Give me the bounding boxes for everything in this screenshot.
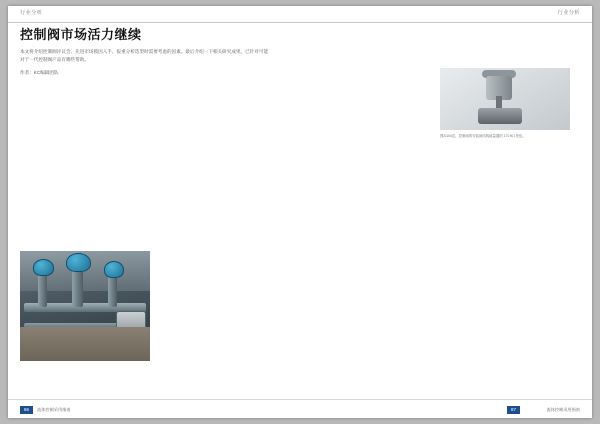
header-left-label: 行业分析 <box>20 10 43 16</box>
footer-text-left: 流体控制采用指南 <box>37 407 71 412</box>
photo-vertical-pipe <box>108 273 117 307</box>
magazine-page <box>8 6 592 418</box>
page-number-left: 86 <box>20 406 33 414</box>
page-footer <box>8 399 592 418</box>
figure-caption: 图2/104页，控制阀的安装阀结构能量器的 170 ft口差化。 <box>440 134 526 138</box>
page-number-right: 87 <box>507 406 520 414</box>
page-title: 控制阀市场活力继续 <box>20 27 142 42</box>
page-header <box>8 6 592 23</box>
article-author: 作者：KC编辑团队 <box>20 69 59 75</box>
photo-actuator <box>33 259 54 276</box>
plant-photo <box>20 251 150 361</box>
photo-floor <box>20 327 150 361</box>
column-3 <box>300 68 430 75</box>
photo-actuator <box>66 253 91 272</box>
column-2 <box>160 68 290 72</box>
valve-figure <box>440 68 570 130</box>
column-1 <box>20 68 150 72</box>
photo-actuator <box>104 261 124 278</box>
photo-vertical-pipe <box>38 271 47 307</box>
article-byline: 本文将介绍控制阀评议会、先进市场模因入手、报重分析选型时需要考虑的因素。最后介绍一下相关研究成果，已针对可能对于一代控制阀产品有哪些帮助。 <box>20 49 269 62</box>
column-4 <box>440 156 570 163</box>
footer-text-right: 流体控制采用指南 <box>546 407 580 412</box>
header-right-label: 行业分析 <box>557 10 580 16</box>
valve-base <box>478 108 522 124</box>
